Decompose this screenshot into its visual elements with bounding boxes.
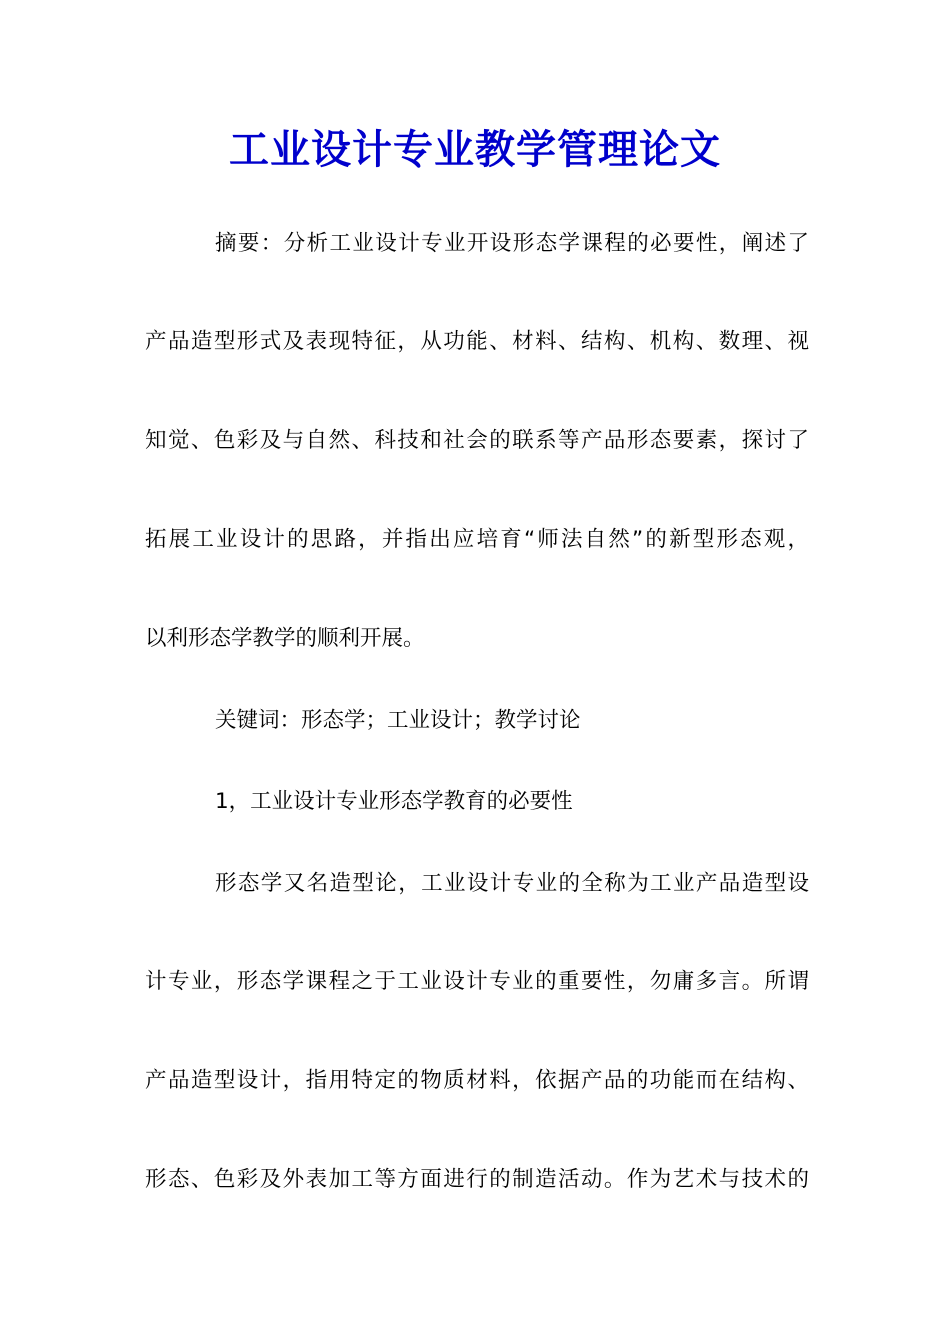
body-line: 产品造型设计，指用特定的物质材料，依据产品的功能而在结构、 <box>145 1068 809 1093</box>
body-line: 形态、色彩及外表加工等方面进行的制造活动。作为艺术与技术的 <box>145 1167 809 1192</box>
section-heading: 1，工业设计专业形态学教育的必要性 <box>215 789 573 814</box>
abstract-line: 摘要：分析工业设计专业开设形态学课程的必要性，阐述了 <box>215 231 809 256</box>
body-line: 计专业，形态学课程之于工业设计专业的重要性，勿庸多言。所谓 <box>145 969 809 994</box>
body-line: 形态学又名造型论，工业设计专业的全称为工业产品造型设 <box>215 871 809 896</box>
abstract-line: 以利形态学教学的顺利开展。 <box>145 626 425 651</box>
abstract-line: 拓展工业设计的思路，并指出应培育“师法自然”的新型形态观， <box>145 527 809 552</box>
abstract-line: 知觉、色彩及与自然、科技和社会的联系等产品形态要素，探讨了 <box>145 428 809 453</box>
keywords-line: 关键词：形态学；工业设计；教学讨论 <box>215 708 581 733</box>
abstract-line: 产品造型形式及表现特征，从功能、材料、结构、机构、数理、视 <box>145 329 809 354</box>
document-title: 工业设计专业教学管理论文 <box>229 126 721 173</box>
